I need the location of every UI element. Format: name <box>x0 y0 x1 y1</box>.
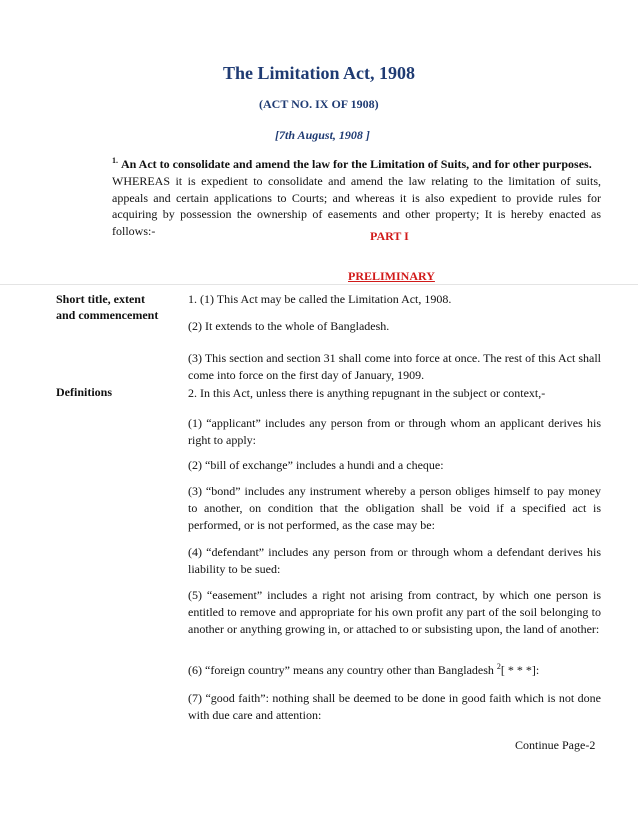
definition-good-faith: (7) “good faith”: nothing shall be deemed to be done in good faith which is not done with due care and attention: <box>188 691 601 722</box>
footnote-mark: 1. <box>112 156 118 165</box>
act-title: The Limitation Act, 1908 <box>223 63 415 83</box>
act-introduction <box>112 156 601 240</box>
footnote-mark-2: 2 <box>496 662 501 671</box>
definition-defendant: (4) “defendant” includes any person from or through whom a defendant derives his liability to be sued: <box>188 545 601 576</box>
act-date: [7th August, 1908 ] <box>275 128 370 142</box>
divider <box>0 284 638 285</box>
continue-page-note: Continue Page-2 <box>515 738 596 752</box>
preamble: WHEREAS it is expedient to consolidate and amend the law relating to the limitation of suits, appeals and certain applications to Courts; and whereas it is also expedient to provide rules for acquiring by possession the ownership of easements and other property; It is hereby enacted as follows:- <box>112 173 601 239</box>
act-number: (ACT NO. IX OF 1908) <box>259 97 379 111</box>
definition-applicant: (1) “applicant” includes any person from or through whom an applicant derives his right to apply: <box>188 416 601 447</box>
section-1-2: (2) It extends to the whole of Bangladesh. <box>188 319 390 333</box>
margin-note-definitions: Definitions <box>56 385 113 399</box>
definition-foreign-country <box>188 662 601 679</box>
section-1-3: (3) This section and section 31 shall come into force at once. The rest of this Act shall come into force on the first day of January, 1909. <box>188 351 601 382</box>
long-title <box>112 156 601 173</box>
definition-foreign-country-text: (6) “foreign country” means any country other than Bangladesh <box>188 663 497 677</box>
section-2-intro: 2. In this Act, unless there is anything repugnant in the subject or context,- <box>188 386 546 400</box>
long-title-text: An Act to consolidate and amend the law for the Limitation of Suits, and for other purposes. <box>121 157 592 171</box>
part-heading: PART I <box>370 229 409 243</box>
section-1-1: 1. (1) This Act may be called the Limitation Act, 1908. <box>188 292 452 306</box>
margin-note-short-title: Short title, extent and commencement <box>56 292 159 322</box>
chapter-heading: PRELIMINARY <box>348 269 435 283</box>
definition-bill-of-exchange: (2) “bill of exchange” includes a hundi and a cheque: <box>188 458 444 472</box>
definition-bond: (3) “bond” includes any instrument whereby a person obliges himself to pay money to another, on condition that the obligation shall be void if a specified act is performed, or is not performed, as the case may be: <box>188 484 601 532</box>
omission-mark: [ * * *]: <box>500 663 540 677</box>
definition-easement: (5) “easement” includes a right not arising from contract, by which one person is entitled to remove and appropriate for his own profit any part of the soil belonging to another or anything growing in, or attached to or subsisting upon, the land of another: <box>188 588 601 636</box>
